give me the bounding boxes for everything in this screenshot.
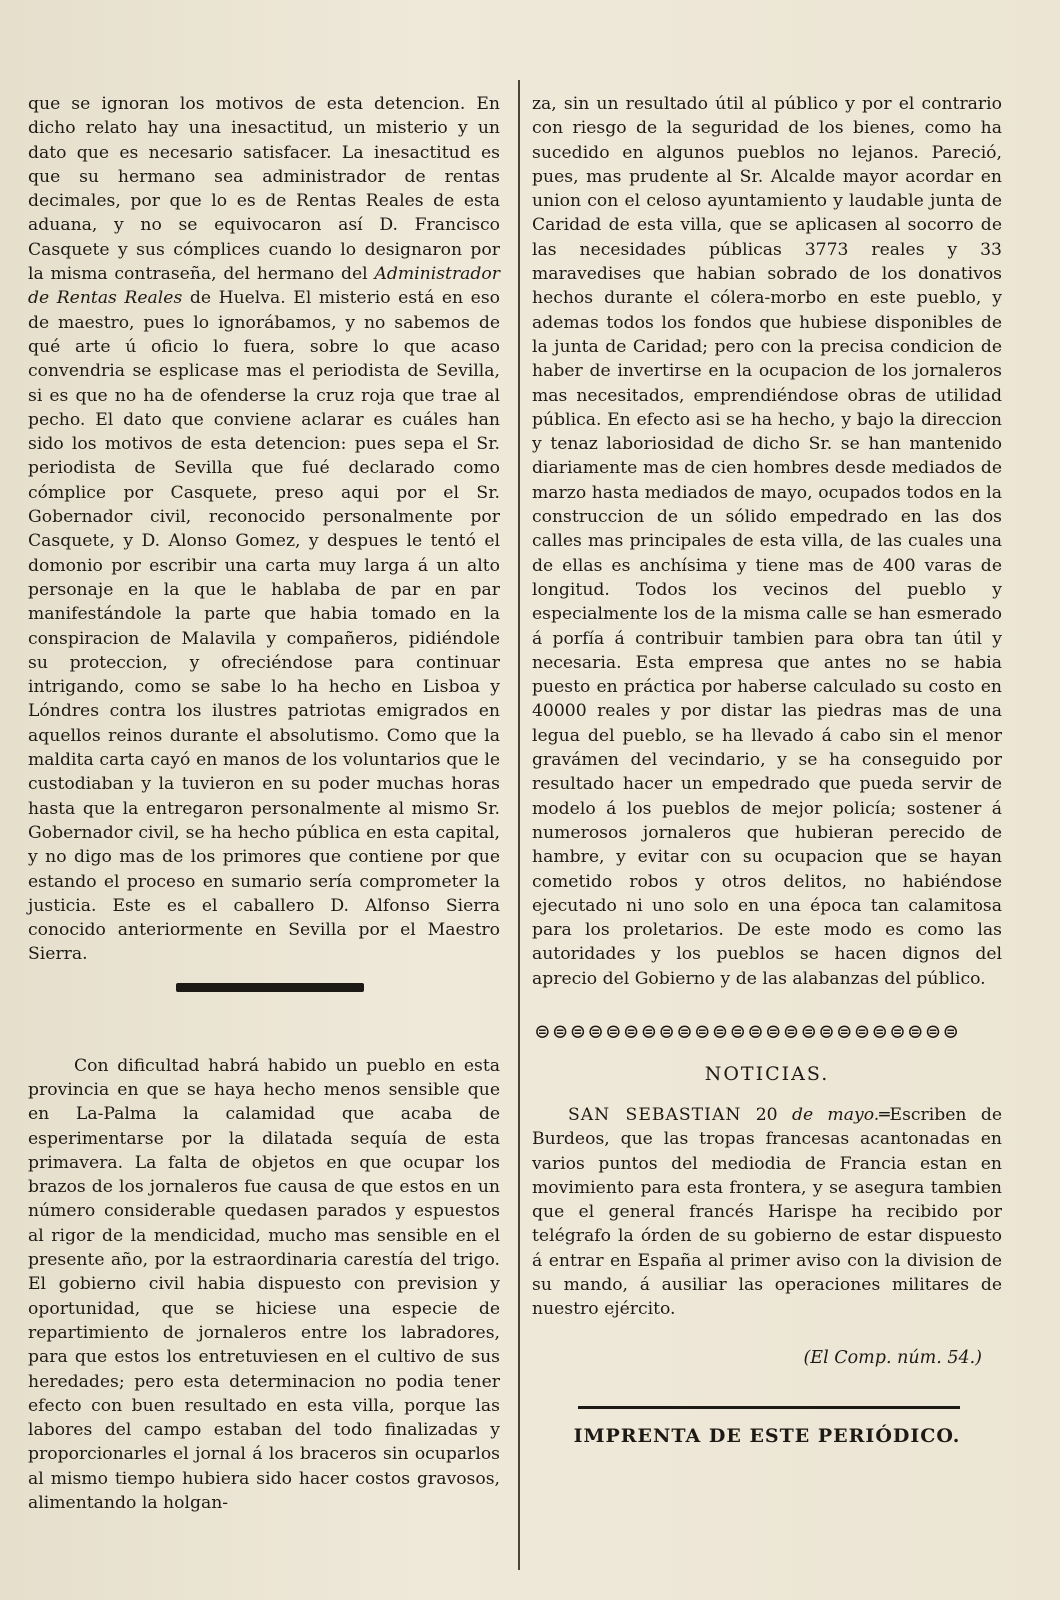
- column-divider: [518, 80, 520, 1570]
- separator-bar: [176, 983, 364, 992]
- right-column: [532, 92, 1002, 1447]
- imprint-line: IMPRENTA DE ESTE PERIÓDICO.: [573, 1424, 961, 1447]
- source-attribution: (El Comp. núm. 54.): [803, 1347, 982, 1368]
- ornament-divider: ⊜⊜⊜⊜⊜⊜⊜⊜⊜⊜⊜⊜⊜⊜⊜⊜⊜⊜⊜⊜⊜⊜⊜⊜: [534, 1018, 961, 1043]
- article-la-palma-continued: za, sin un resultado útil al público y por el contrario con riesgo de la seguridad de los bienes, como ha sucedido en algunos pueblos no lejanos. Pareció, pues, mas prudente al Sr. Alcalde mayor acordar en union con el celoso ayuntamiento y laudable junta de Caridad de esta villa, que se aplicasen al socorro de las necesidades públicas 3773 reales y 33 maravedises que habian sobrado de los donativos hechos durante el cólera-morbo en este pueblo, y ademas todos los fondos que hubiese disponibles de la junta de Caridad; pero con la precisa condicion de haber de invertirse en la ocupacion de los jornaleros mas necesitados, emprendiéndose obras de utilidad pública. En efecto asi se ha hecho, y bajo la direccion y tenaz laboriosidad de dicho Sr. se han mantenido diariamente mas de cien hombres desde mediados de marzo hasta mediados de mayo, ocupados todos en la construccion de un sólido empedrado en las dos calles mas principales de esta villa, de las cuales una de ellas es anchísima y tiene mas de 400 varas de longitud. Todos los vecinos del pueblo y especialmente los de la misma calle se han esmerado á porfía á contribuir tambien para obra tan útil y necesaria. Esta empresa que antes no se habia puesto en práctica por haberse calculado su costo en 40000 reales y por distar las piedras mas de una legua del pueblo, se ha llevado á cabo sin el menor gravámen del vecindario, y se ha conseguido por resultado hacer un empedrado que pueda servir de modelo á los pueblos de mejor policía; sostener á numerosos jornaleros que hubieran perecido de hambre, y evitar con su ocupacion que se hayan cometido robos y otros delitos, no habiéndose ejecutado ni uno solo en una época tan calamitosa para los proletarios. De este modo es como las autoridades y los pueblos se hacen dignos del aprecio del Gobierno y de las alabanzas del público.: [532, 94, 1002, 989]
- article-la-palma: Con dificultad habrá habido un pueblo en esta provincia en que se haya hecho menos sensible que en La-Palma la calamidad que acaba de esperimentarse por la dilatada sequía de esta primavera. La falta de objetos en que ocupar los brazos de los jornaleros fue causa de que estos en un número considerable quedasen parados y espuestos al rigor de la mendicidad, mucho mas sensible en el presente año, por la estraordinaria carestía del trigo. El gobierno civil habia dispuesto con prevision y oportunidad, que se hiciese una especie de repartimiento de jornaleros entre los labradores, para que estos los entretuviesen en el cultivo de sus heredades; pero esta determinacion no podia tener efecto con buen resultado en esta villa, porque las labores del campo estaban del todo finalizadas y proporcionarles el jornal á los braceros sin ocuparlos al mismo tiempo hubiera sido hacer costos gravosos, alimentando la holgan-: [28, 1055, 500, 1514]
- section-heading: NOTICIAS.: [704, 1062, 830, 1085]
- end-rule: [578, 1406, 960, 1409]
- left-column: [28, 92, 500, 1515]
- news-item-san-sebastian: SAN SEBASTIAN 20 de mayo.═Escriben de Burdeos, que las tropas francesas acantonadas en varios puntos del mediodia de Francia estan en movimiento para esta frontera, y se asegura tambien que el general francés Harispe ha recibido por telégrafo la órden de su gobierno de estar dispuesto á entrar en España al primer aviso con la division de su mando, á ausiliar las operaciones militares de nuestro ejército.: [532, 1104, 1002, 1320]
- article-detention: que se ignoran los motivos de esta detencion. En dicho relato hay una inesactitud, un misterio y un dato que es necesario satisfacer. La inesactitud es que su hermano sea administrador de rentas decimales, por que lo es de Rentas Reales de esta aduana, y no se equivocaron así D. Francisco Casquete y sus cómplices cuando lo designaron por la misma contraseña, del hermano del Administrador de Rentas Reales de Huelva. El misterio está en eso de maestro, pues lo ignorábamos, y no sabemos de qué arte ú oficio lo fuera, sobre lo que acaso convendria se esplicase mas el periodista de Sevilla, si es que no ha de ofenderse la cruz roja que trae al pecho. El dato que conviene aclarar es cuáles han sido los motivos de esta detencion: pues sepa el Sr. periodista de Sevilla que fué declarado como cómplice por Casquete, preso aqui por el Sr. Gobernador civil, reconocido personalmente por Casquete, y D. Alonso Gomez, y despues le tentó el domonio por escribir una carta muy larga á un alto personaje en la que le hablaba de par en par manifestándole la parte que habia tomado en la conspiracion de Malavila y compañeros, pidiéndole su proteccion, y ofreciéndose para continuar intrigando, como se sabe lo ha hecho en Lisboa y Lóndres contra los ilustres patriotas emigrados en aquellos reinos durante el absolutismo. Como que la maldita carta cayó en manos de los voluntarios que le custodiaban y la tuvieron en su poder muchas horas hasta que la entregaron personalmente al mismo Sr. Gobernador civil, se ha hecho pública en esta capital, y no digo mas de los primores que contiene por que estando el proceso en sumario sería comprometer la justicia. Este es el caballero D. Alfonso Sierra conocido anteriormente en Sevilla por el Maestro Sierra.: [28, 94, 501, 965]
